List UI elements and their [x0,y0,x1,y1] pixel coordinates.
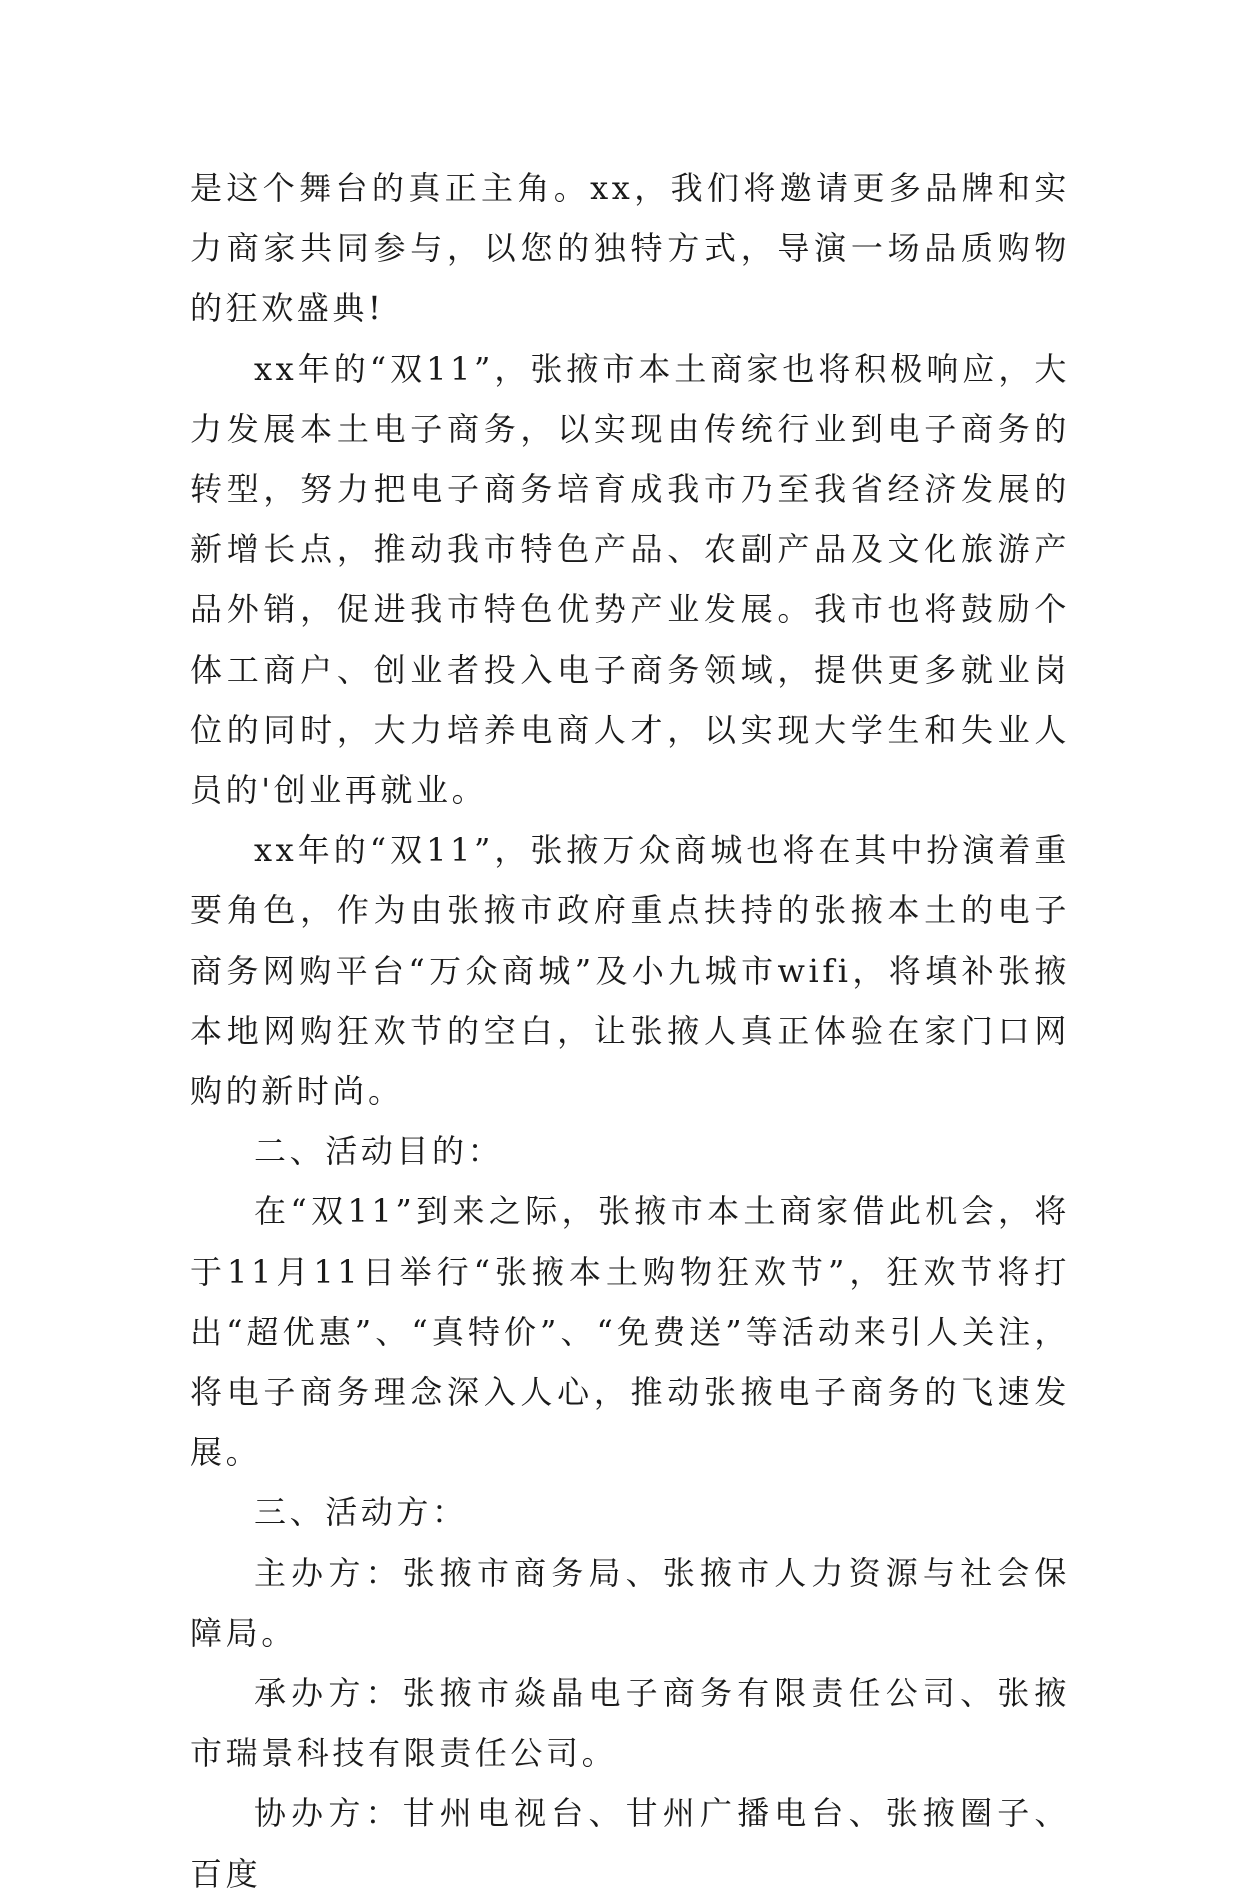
paragraph-purpose: 在“双11”到来之际，张掖市本土商家借此机会，将于11月11日举行“张掖本土购物狂欢节”，狂欢节将打出“超优惠”、“真特价”、“免费送”等活动来引人关注，将电子商务理念深入人心，推动张掖电子商务的飞速发展。 [190,1192,1070,1472]
paragraph-co-organizer: 协办方：甘州电视台、甘州广播电台、张掖圈子、百度 [190,1794,1070,1893]
document-body [190,158,1070,1904]
paragraph-organizer: 承办方：张掖市焱晶电子商务有限责任公司、张掖市瑞景科技有限责任公司。 [190,1674,1070,1773]
paragraph-local-merchants: xx年的“双11”，张掖市本土商家也将积极响应，大力发展本土电子商务，以实现由传统行业到电子商务的转型，努力把电子商务培育成我市乃至我省经济发展的新增长点，推动我市特色产品、农副产品及文化旅游产品外销，促进我市特色优势产业发展。我市也将鼓励个体工商户、创业者投入电子商务领域，提供更多就业岗位的同时，大力培养电商人才，以实现大学生和失业人员的'创业再就业。 [190,349,1070,810]
section-heading-organizers: 三、活动方： [254,1493,468,1532]
section-heading-purpose: 二、活动目的： [254,1132,504,1171]
paragraph-host: 主办方：张掖市商务局、张掖市人力资源与社会保障局。 [190,1553,1070,1652]
paragraph-intro-continuation: 是这个舞台的真正主角。xx，我们将邀请更多品牌和实力商家共同参与，以您的独特方式，导演一场品质购物的狂欢盛典! [190,169,1070,328]
paragraph-wanzhong-mall: xx年的“双11”，张掖万众商城也将在其中扮演着重要角色，作为由张掖市政府重点扶持的张掖本土的电子商务网购平台“万众商城”及小九城市wifi，将填补张掖本地网购狂欢节的空白，让张掖人真正体验在家门口网购的新时尚。 [190,831,1070,1111]
